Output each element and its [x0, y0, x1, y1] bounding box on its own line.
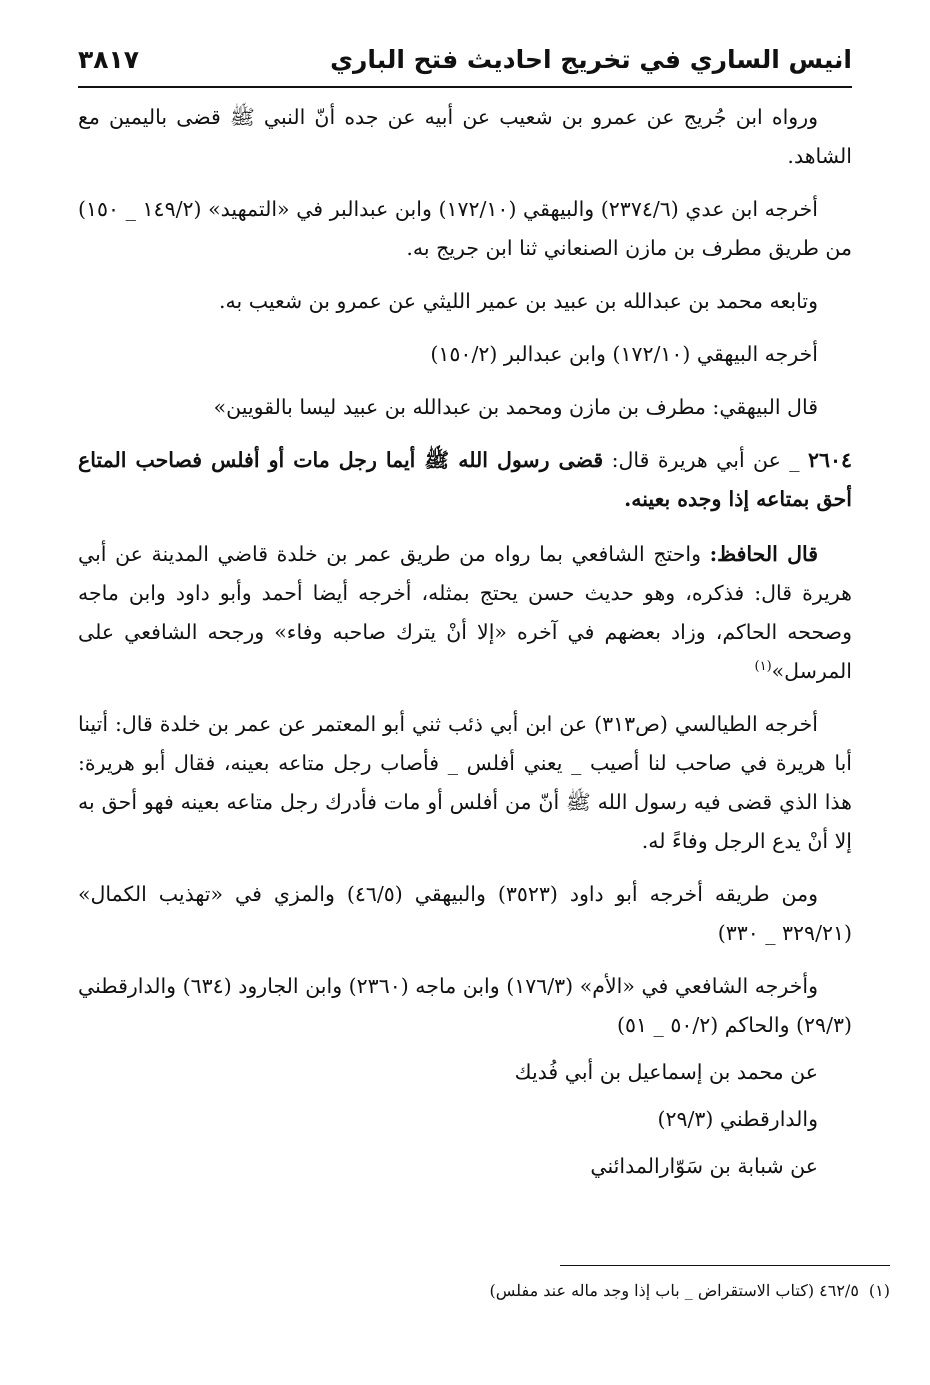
- paragraph-shafii-takhrij: وأخرجه الشافعي في «الأم» (١٧٦/٣) وابن ماجه (٢٣٦٠) وابن الجارود (٦٣٤) والدارقطني (٢٩/٣) والحاكم (٥٠/٢ _ ٥١): [78, 974, 852, 1037]
- footnote: [78, 1278, 890, 1304]
- paragraph-mutaba-laythi: وتابعه محمد بن عبدالله بن عبيد بن عمير الليثي عن عمرو بن شعيب به.: [219, 289, 818, 313]
- paragraph-ibn-abi-fudayk: عن محمد بن إسماعيل بن أبي فُديك: [514, 1060, 818, 1084]
- footnote-rule: [560, 1265, 890, 1266]
- paragraph-ibn-jurayj-narration: ورواه ابن جُريج عن عمرو بن شعيب عن أبيه عن جده أنّ النبي ﷺ قضى باليمين مع الشاهد.: [78, 105, 852, 168]
- hadith-lead: _ عن أبي هريرة قال:: [603, 448, 808, 472]
- page-number: ٣٨١٧: [78, 45, 140, 74]
- footnote-text: ٤٦٢/٥ (كتاب الاستقراض _ باب إذا وجد ماله عند مفلس): [489, 1281, 859, 1300]
- footnote-ref: (١): [754, 659, 772, 675]
- paragraph-bayhaqi-takhrij: أخرجه البيهقي (١٧٢/١٠) وابن عبدالبر (١٥٠/٢): [430, 342, 818, 366]
- paragraph-abu-dawud-takhrij: ومن طريقه أخرجه أبو داود (٣٥٢٣) والبيهقي (٤٦/٥) والمزي في «تهذيب الكمال» (٣٢٩/٢١ _ ٣٣٠): [78, 882, 852, 945]
- paragraph-bayhaqi-comment: قال البيهقي: مطرف بن مازن ومحمد بن عبدالله بن عبيد ليسا بالقويين»: [213, 395, 818, 419]
- running-title: انيس الساري في تخريج احاديث فتح الباري: [330, 45, 852, 74]
- hafiz-label: قال الحافظ:: [709, 542, 819, 566]
- header-rule: [78, 86, 852, 88]
- paragraph-shababa: عن شبابة بن سَوّارالمدائني: [590, 1154, 818, 1178]
- hadith-number: ٢٦٠٤: [807, 448, 852, 472]
- hadith-text: قضى رسول الله ﷺ أيما رجل مات أو أفلس فصاحب المتاع أحق بمتاعه إذا وجده بعينه.: [78, 448, 852, 511]
- hafiz-text: واحتج الشافعي بما رواه من طريق عمر بن خلدة قاضي المدينة عن أبي هريرة قال: فذكره، وهو حديث حسن يحتج بمثله، أخرجه أيضا أحمد وأبو داود وابن ماجه وصححه الحاكم، وزاد بعضهم في آخره «إلا أنْ يترك صاحبه وفاء» ورجحه الشافعي على المرسل»: [78, 542, 852, 683]
- paragraph-daraqutni: والدارقطني (٢٩/٣): [657, 1107, 818, 1131]
- paragraph-ibn-adi-takhrij: أخرجه ابن عدي (٢٣٧٤/٦) والبيهقي (١٧٢/١٠) وابن عبدالبر في «التمهيد» (١٤٩/٢ _ ١٥٠) من طريق مطرف بن مازن الصنعاني ثنا ابن جريج به.: [78, 197, 852, 260]
- paragraph-tayalisi-takhrij: أخرجه الطيالسي (ص٣١٣) عن ابن أبي ذئب ثني أبو المعتمر عن عمر بن خلدة قال: أتينا أبا هريرة في صاحب لنا أصيب _ يعني أفلس _ فأصاب رجل متاعه بعينه، فقال أبو هريرة: هذا الذي قضى فيه رسول الله ﷺ أنّ من أفلس أو مات فأدرك رجل متاعه بعينه فهو أحق به إلا أنْ يدع الرجل وفاءً له.: [78, 712, 852, 853]
- hadith-2604: [78, 441, 852, 519]
- paragraph-hafiz-comment: [78, 535, 852, 691]
- footnote-number: (١): [868, 1281, 890, 1300]
- page-body: [78, 98, 852, 1200]
- page-header: [78, 38, 852, 88]
